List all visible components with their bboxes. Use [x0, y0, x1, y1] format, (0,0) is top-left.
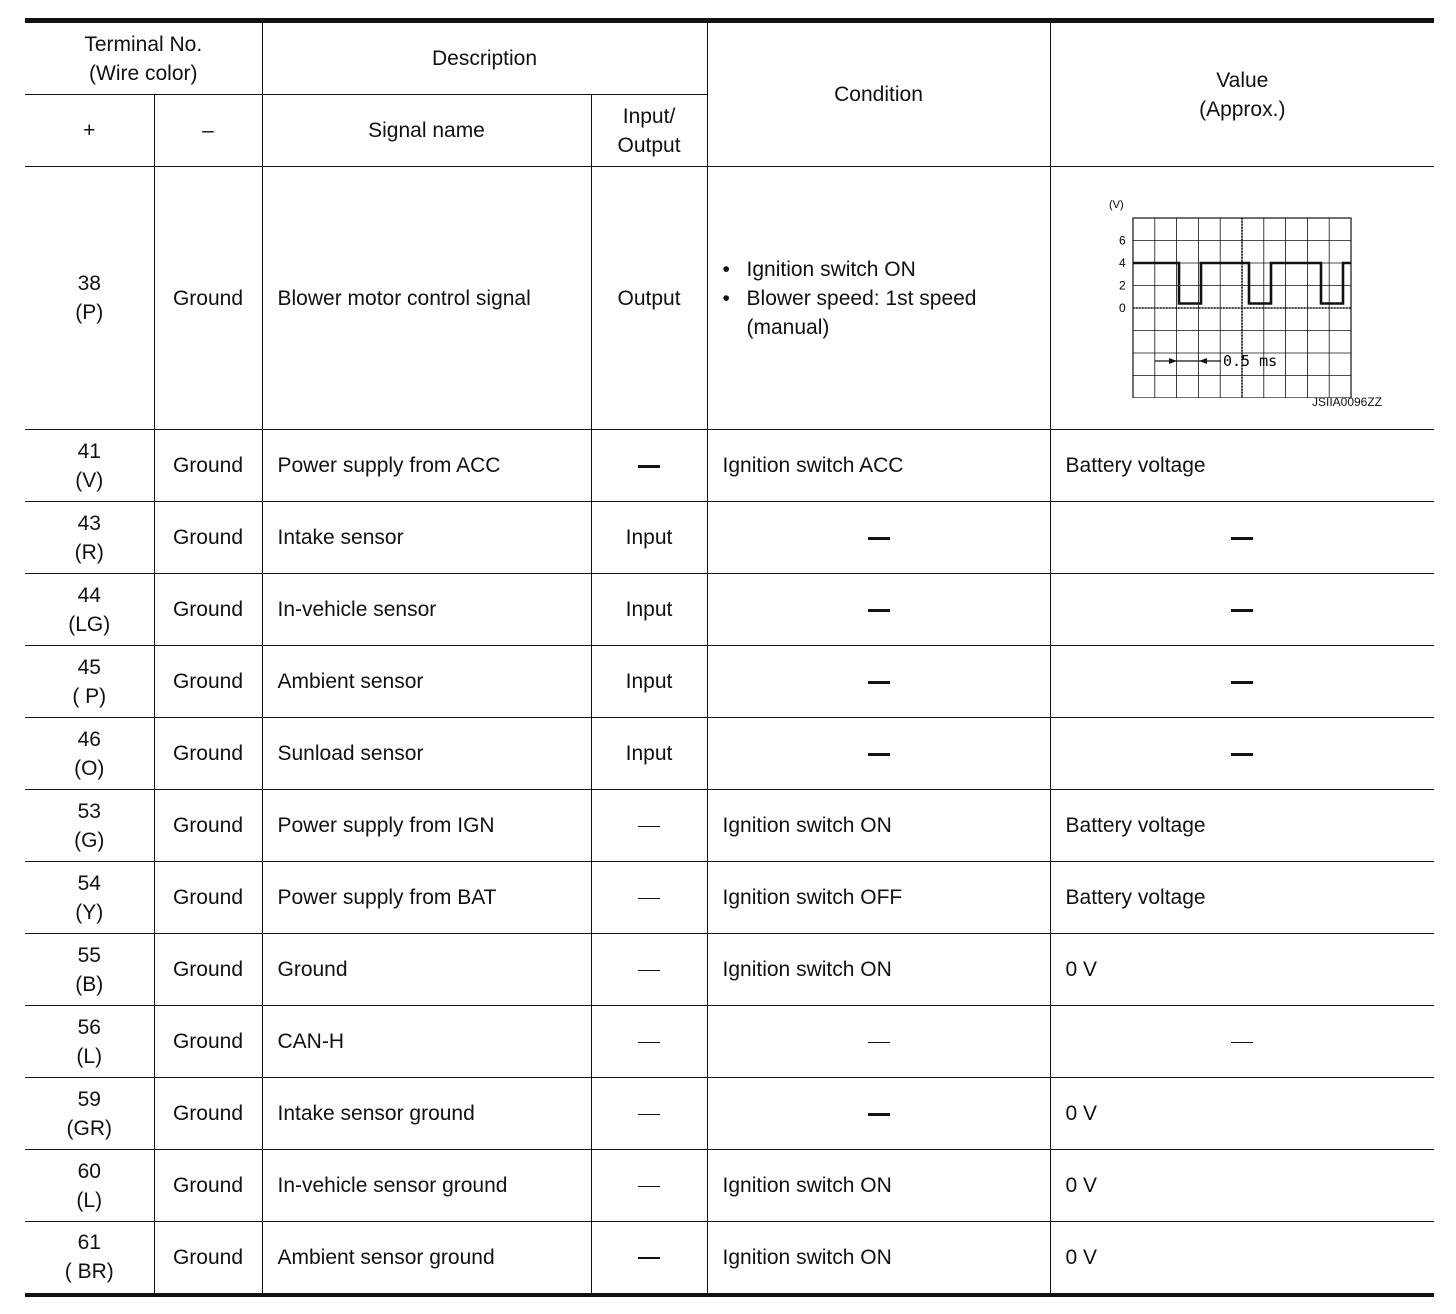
io-cell [591, 1150, 707, 1222]
io-cell [591, 430, 707, 502]
waveform-oscilloscope [1107, 198, 1367, 398]
condition-cell: Ignition switch ON [707, 934, 1050, 1006]
value-cell [1050, 646, 1434, 718]
signal-cell: Power supply from IGN [262, 790, 591, 862]
table-row [25, 718, 1434, 790]
y-tick-label: 0 [1118, 301, 1126, 315]
y-tick-label: 4 [1118, 256, 1126, 270]
table-row [25, 1222, 1434, 1295]
dash [638, 826, 660, 828]
ground-cell: Ground [154, 862, 262, 934]
terminal-table [25, 18, 1434, 1297]
terminal-cell: 53 (G) [25, 790, 154, 862]
value-cell [1050, 574, 1434, 646]
io-cell: Input [591, 718, 707, 790]
terminal-cell: 41 (V) [25, 430, 154, 502]
terminal-cell: 56 (L) [25, 1006, 154, 1078]
signal-cell: Ambient sensor ground [262, 1222, 591, 1295]
io-cell [591, 1078, 707, 1150]
header-plus: + [25, 95, 154, 167]
io-cell [591, 862, 707, 934]
dash [638, 1042, 660, 1044]
header-io: Input/ Output [591, 95, 707, 167]
value-cell [1050, 1006, 1434, 1078]
time-arrow-right [1169, 358, 1177, 364]
io-cell [591, 934, 707, 1006]
table-row [25, 862, 1434, 934]
y-tick-label: 6 [1118, 233, 1126, 248]
ground-cell: Ground [154, 790, 262, 862]
dash [868, 609, 890, 612]
header-condition: Condition [707, 21, 1050, 167]
table-row [25, 1078, 1434, 1150]
value-cell: 0 V [1050, 1078, 1434, 1150]
terminal-cell: 59 (GR) [25, 1078, 154, 1150]
signal-cell: Sunload sensor [262, 718, 591, 790]
time-scale-label: 0.5 ms [1222, 352, 1277, 370]
ground-cell: Ground [154, 167, 262, 430]
io-cell: Input [591, 646, 707, 718]
value-cell [1050, 718, 1434, 790]
dash [868, 681, 890, 684]
terminal-cell: 44 (LG) [25, 574, 154, 646]
ground-cell: Ground [154, 934, 262, 1006]
value-cell: Battery voltage [1050, 430, 1434, 502]
y-tick-label: 2 [1118, 278, 1126, 293]
terminal-cell: 45 ( P) [25, 646, 154, 718]
io-cell [591, 1222, 707, 1295]
condition-cell [707, 574, 1050, 646]
dash [1231, 681, 1253, 684]
io-cell: Input [591, 574, 707, 646]
ground-cell: Ground [154, 718, 262, 790]
table-row [25, 574, 1434, 646]
dash [638, 1257, 660, 1259]
signal-cell: Ground [262, 934, 591, 1006]
signal-cell: CAN-H [262, 1006, 591, 1078]
dash [868, 1113, 890, 1116]
ground-cell: Ground [154, 1006, 262, 1078]
terminal-cell: 55 (B) [25, 934, 154, 1006]
signal-cell: In-vehicle sensor ground [262, 1150, 591, 1222]
value-cell: 0 V [1050, 934, 1434, 1006]
terminal-cell: 61 ( BR) [25, 1222, 154, 1295]
table-row [25, 934, 1434, 1006]
dash [638, 465, 660, 468]
condition-cell: Ignition switch ON [707, 1222, 1050, 1295]
table-row [25, 1150, 1434, 1222]
condition-cell: Ignition switch ON [707, 1150, 1050, 1222]
table-row [25, 502, 1434, 574]
dash [1231, 1042, 1253, 1044]
value-cell: Battery voltage [1050, 862, 1434, 934]
value-cell: 0 V [1050, 1222, 1434, 1295]
condition-bullet: • Ignition switch ON [723, 255, 1050, 284]
table-row [25, 646, 1434, 718]
time-arrow-left [1199, 358, 1207, 364]
ground-cell: Ground [154, 430, 262, 502]
dash [638, 898, 660, 900]
io-cell [591, 790, 707, 862]
header-value: Value (Approx.) [1050, 21, 1434, 167]
condition-cell [707, 1006, 1050, 1078]
terminal-cell: 54 (Y) [25, 862, 154, 934]
signal-cell: Blower motor control signal [262, 167, 591, 430]
value-cell [1050, 502, 1434, 574]
dash [638, 1186, 660, 1188]
ground-cell: Ground [154, 502, 262, 574]
condition-cell [707, 718, 1050, 790]
dash [638, 1114, 660, 1116]
condition-cell [707, 502, 1050, 574]
condition-cell: Ignition switch OFF [707, 862, 1050, 934]
y-unit: (V) [1108, 199, 1124, 211]
dash [638, 970, 660, 972]
signal-cell: Intake sensor [262, 502, 591, 574]
condition-cell [707, 167, 1050, 430]
waveform-cell [1050, 167, 1434, 430]
header-terminal: Terminal No. (Wire color) [25, 21, 262, 95]
table-row [25, 1006, 1434, 1078]
condition-cell [707, 1078, 1050, 1150]
signal-cell: Ambient sensor [262, 646, 591, 718]
figure-id: JSIIA0096ZZ [1311, 395, 1383, 409]
ground-cell: Ground [154, 574, 262, 646]
value-cell: 0 V [1050, 1150, 1434, 1222]
signal-cell: In-vehicle sensor [262, 574, 591, 646]
value-cell: Battery voltage [1050, 790, 1434, 862]
condition-cell: Ignition switch ON [707, 790, 1050, 862]
dash [868, 753, 890, 756]
dash [1231, 609, 1253, 612]
io-cell: Output [591, 167, 707, 430]
ground-cell: Ground [154, 646, 262, 718]
terminal-cell: 60 (L) [25, 1150, 154, 1222]
condition-cell [707, 646, 1050, 718]
condition-cell: Ignition switch ACC [707, 430, 1050, 502]
ground-cell: Ground [154, 1150, 262, 1222]
dash [868, 1042, 890, 1044]
header-minus: – [154, 95, 262, 167]
ground-cell: Ground [154, 1078, 262, 1150]
table-row [25, 790, 1434, 862]
signal-cell: Power supply from BAT [262, 862, 591, 934]
table-row [25, 430, 1434, 502]
io-cell [591, 1006, 707, 1078]
header-description: Description [262, 21, 707, 95]
header-signal-name: Signal name [262, 95, 591, 167]
dash [1231, 753, 1253, 756]
io-cell: Input [591, 502, 707, 574]
signal-cell: Power supply from ACC [262, 430, 591, 502]
table-row [25, 167, 1434, 430]
condition-bullet: • Blower speed: 1st speed (manual) [723, 284, 1050, 342]
terminal-cell: 43 (R) [25, 502, 154, 574]
terminal-cell: 38 (P) [25, 167, 154, 430]
dash [868, 537, 890, 540]
signal-cell: Intake sensor ground [262, 1078, 591, 1150]
terminal-cell: 46 (O) [25, 718, 154, 790]
dash [1231, 537, 1253, 540]
ground-cell: Ground [154, 1222, 262, 1295]
